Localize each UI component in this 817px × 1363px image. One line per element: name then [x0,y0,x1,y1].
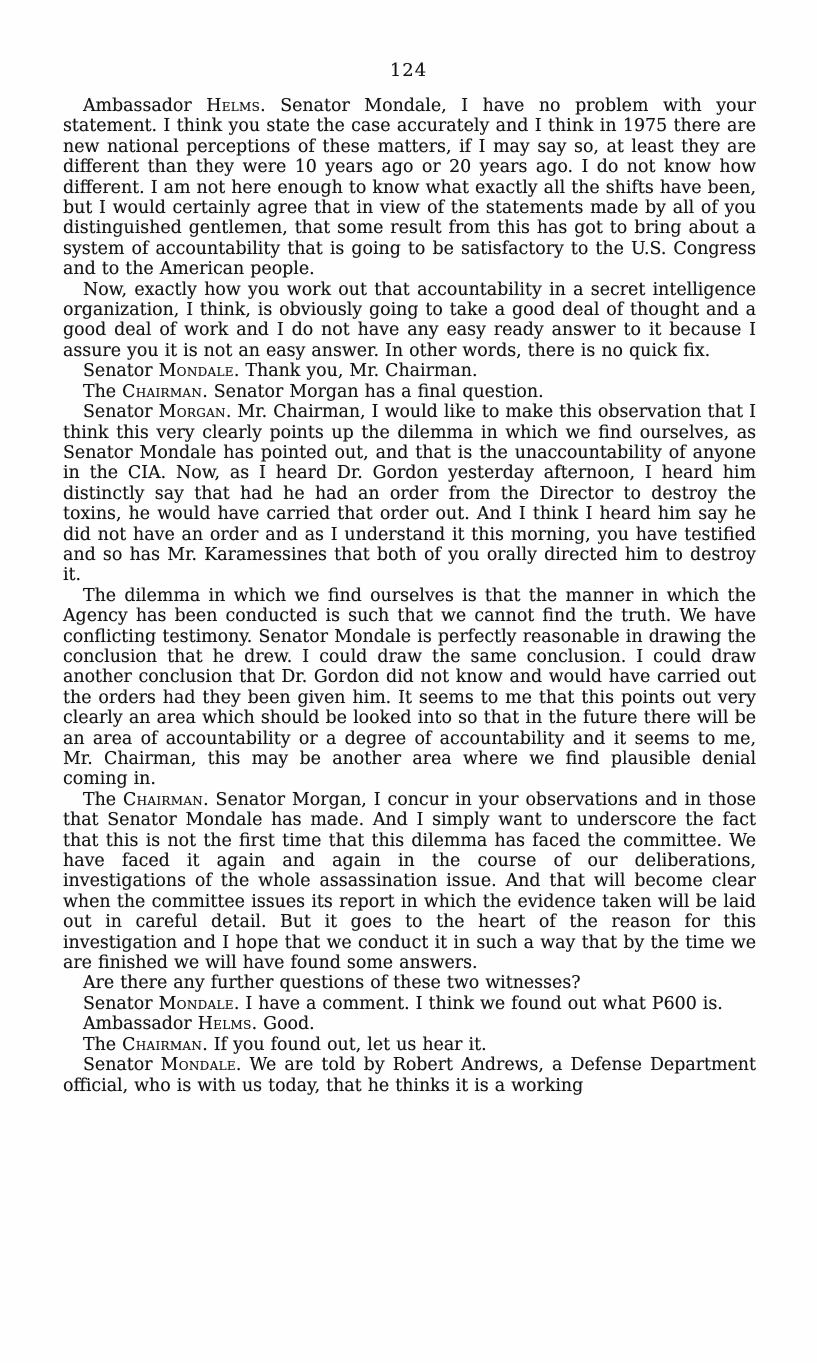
speaker-prefix: Senator [83,1055,161,1076]
paragraph-text: . I have a comment. I think we found out what P600 is. [233,993,723,1014]
paragraph [63,1014,756,1034]
paragraph [63,382,756,402]
speaker-prefix: The [83,381,123,402]
speaker-prefix: Senator [83,993,159,1014]
paragraph [63,361,756,381]
paragraph-text: The dilemma in which we find ourselves is that the manner in which the Agency has been conducted is such that we cannot find the truth. We have conflicting testimony. Senator Mondale is perfectly reasonable in drawing the conclusion that he drew. I could draw the same conclusion. I could draw another conclusion that Dr. Gordon did not know and would have carried out the orders had they been given him. It seems to me that this points out very clearly an area which should be looked into so that in the future there will be an area of accountability or a degree of accountability and it seems to me, Mr. Chairman, this may be another area where we find plausible denial coming in. [63,585,756,790]
paragraph [63,402,756,586]
paragraph [63,790,756,974]
speaker-prefix: Ambassador [83,1014,198,1035]
speaker-prefix: Ambassador [83,96,207,116]
paragraph [63,586,756,790]
paragraph-text: Are there any further questions of these two witnesses? [83,973,581,994]
speaker-name: Mondale [158,993,234,1014]
paragraph [63,96,756,280]
paragraph-text: . Senator Morgan has a final question. [202,381,544,402]
paragraph [63,973,756,993]
speaker-name: Helms [206,96,261,116]
speaker-name: Mondale [160,1055,236,1076]
paragraph [63,1055,756,1096]
speaker-prefix: Senator [83,402,159,423]
paragraph-text: . Senator Mondale, I have no problem with your statement. I think you state the case accurately and I think in 1975 there are new national perceptions of these matters, if I may say so, at least they are different than they were 10 years ago or 20 years ago. I do not know how different. I am not here enough to know what exactly all the shifts have been, but I would certainly agree that in view of the statements made by all of you distinguished gentlemen, that some result from this has got to bring about a system of accountability that is going to be satisfactory to the U.S. Congress and to the American people. [63,96,756,280]
paragraph [63,280,756,362]
speaker-name: Helms [197,1014,252,1035]
paragraph-text: . Senator Morgan, I concur in your observations and in those that Senator Mondale has made. And I simply want to underscore the fact that this is not the first time that this dilemma has faced the committee. We have faced it again and again in the course of our deliberations, investigations of the whole assassination issue. And that will become clear when the committee issues its report in which the evidence taken will be laid out in careful detail. But it goes to the heart of the reason for this investigation and I hope that we conduct it in such a way that by the time we are finished we will have found some answers. [63,789,756,974]
speaker-name: Chairman [122,1034,203,1055]
transcript-body [63,96,756,1096]
speaker-name: Morgan [158,402,226,423]
paragraph [63,1035,756,1055]
paragraph-text: Now, exactly how you work out that accountability in a secret intelligence organization, I think, is obviously going to take a good deal of thought and a good deal of work and I do not have any easy ready answer to it because I assure you it is not an easy answer. In other words, there is no quick fix. [63,279,756,361]
paragraph-text: . Mr. Chairman, I would like to make this observation that I think this very clearly points up the dilemma in which we find ourselves, as Senator Mondale has pointed out, and that is the unaccountability of anyone in the CIA. Now, as I heard Dr. Gordon yesterday afternoon, I heard him distinctly say that had he had an order from the Director to destroy the toxins, he would have carried that order out. And I think I heard him say he did not have an order and as I understand it this morning, you have testified and so has Mr. Karamessines that both of you orally directed him to destroy it. [63,402,756,586]
speaker-name: Mondale [158,361,234,382]
speaker-name: Chairman [122,381,203,402]
paragraph-text: . Good. [251,1014,315,1035]
paragraph-text: . If you found out, let us hear it. [202,1034,487,1055]
speaker-name: Chairman [123,789,204,810]
speaker-prefix: Senator [83,361,159,382]
paragraph-text: . Thank you, Mr. Chairman. [233,361,478,382]
paragraph [63,994,756,1014]
speaker-prefix: The [83,1034,123,1055]
speaker-prefix: The [83,789,124,810]
paragraph-text: . We are told by Robert Andrews, a Defense Department official, who is with us today, that he thinks it is a working [63,1055,756,1096]
page-number: 124 [389,60,428,81]
